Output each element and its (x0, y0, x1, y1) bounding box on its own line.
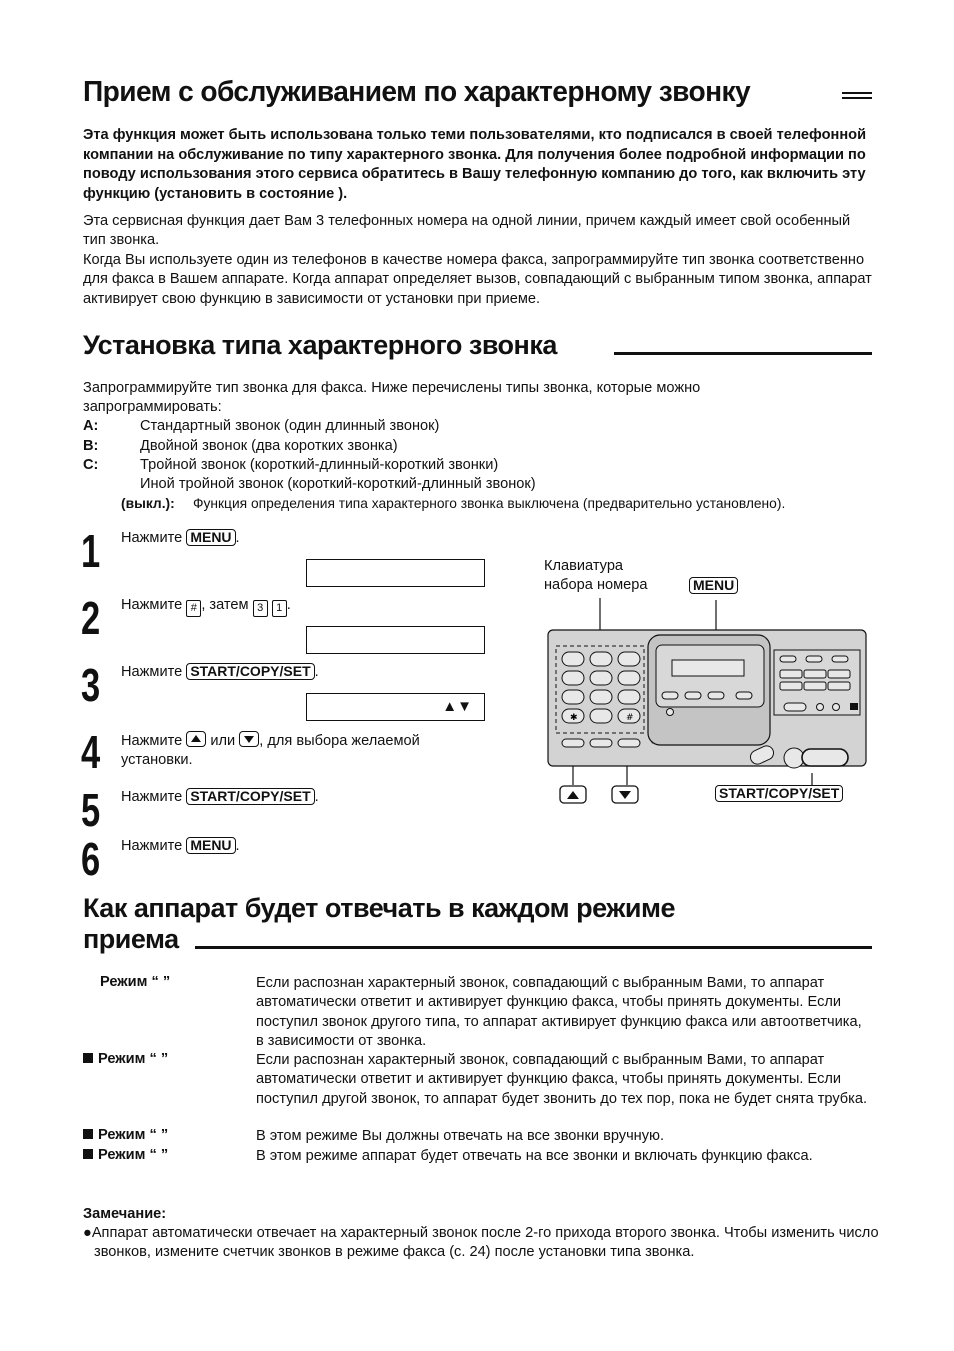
step-2-mid: , затем (201, 597, 249, 613)
section3-rule (195, 946, 872, 949)
step-1-post: . (235, 530, 240, 546)
type-c-label: C: (83, 457, 99, 473)
step-2-post: . (286, 597, 291, 613)
step-2-pre: Нажмите (121, 597, 183, 613)
step-3-pre: Нажмите (121, 664, 183, 680)
mode-2-label-text: Режим “ ” (98, 1051, 169, 1067)
mode-3-label-text: Режим “ ” (98, 1127, 169, 1143)
lcd-arrows: ▲▼ (442, 698, 472, 715)
up-arrow-icon (186, 731, 206, 747)
section2-rule (614, 352, 872, 355)
type-a-text: Стандартный звонок (один длинный звонок) (140, 418, 440, 434)
keypad-label-line2: набора номера (544, 577, 648, 593)
step-4-text (121, 731, 491, 770)
lcd-display-3 (306, 693, 485, 721)
section2-intro: Запрограммируйте тип звонка для факса. Ниже перечислены типы звонка, которые можно запрограммировать: (83, 380, 701, 416)
step-1-text (121, 529, 240, 548)
mode-1-label: Режим “ ” (100, 974, 171, 990)
type-b-text: Двойной звонок (два коротких звонка) (140, 438, 398, 454)
section1-para2: Когда Вы используете один из телефонов в качестве номера факса, запрограммируйте тип звонка соответственно для факса в Вашем аппарате. Когда аппарат определяет вызов, совпадающий с выбранным типом звонка, аппарат активирует свою функцию в зависимости от установки при приеме. (83, 252, 872, 307)
mode-3-label (83, 1127, 168, 1143)
step-3-post: . (314, 664, 319, 680)
mode-4-text: В этом режиме аппарат будет отвечать на все звонки и включать функцию факса. (256, 1148, 813, 1164)
bullet-square-icon (83, 1149, 93, 1159)
type-c-text: Тройной звонок (короткий-длинный-короткий звонки) (140, 457, 499, 473)
mode-4-label (83, 1147, 168, 1163)
section3-title-line1: Как аппарат будет отвечать в каждом режиме (83, 893, 675, 923)
section3-title-line2: приема (83, 924, 179, 954)
type-a-label: A: (83, 418, 99, 434)
mode-1-text: Если распознан характерный звонок, совпадающий с выбранным Вами, то аппарат автоматически ответит и активирует функцию факса, чтобы принять документы. Если поступил звонок другого типа, то аппарат активирует функцию факса или автоответчика, в зависимости от звонка. (256, 975, 862, 1050)
hash-key-icon: # (626, 713, 634, 723)
mode-2-text: Если распознан характерный звонок, совпадающий с выбранным Вами, то аппарат автоматически ответит и активирует функцию факса, чтобы принять документы. Если поступил другой звонок, то аппарат будет звонить до тех пор, пока не будет снята трубка. (256, 1052, 868, 1107)
lcd-display-2 (306, 626, 485, 654)
star-key-icon: ✱ (570, 713, 578, 723)
type-c2-text: Иной тройной звонок (короткий-короткий-длинный звонок) (140, 476, 536, 492)
step-1-number: 1 (81, 525, 101, 577)
step-2-number: 2 (81, 592, 101, 644)
section2-title: Установка типа характерного звонка (83, 330, 557, 360)
step-6-pre: Нажмите (121, 838, 183, 854)
type-off-label: (выкл.): (121, 496, 175, 511)
title-double-rule (842, 92, 872, 99)
step-6-text (121, 837, 240, 856)
type-b-label: B: (83, 438, 99, 454)
mode-3-text: В этом режиме Вы должны отвечать на все звонки вручную. (256, 1128, 665, 1144)
step-3-number: 3 (81, 659, 101, 711)
device-start-key-label: START/COPY/SET (715, 785, 843, 802)
step-2-text (121, 596, 291, 617)
key-3: 3 (253, 600, 268, 617)
keypad-label-line1: Клавиатура (544, 558, 624, 574)
key-1: 1 (272, 600, 287, 617)
mode-4-label-text: Режим “ ” (98, 1147, 169, 1163)
note-title: Замечание: (83, 1206, 167, 1222)
menu-key: MENU (186, 837, 235, 854)
section1-title: Прием с обслуживанием по характерному звонку (83, 76, 751, 108)
step-4-number: 4 (81, 726, 101, 778)
section1-para1: Эта сервисная функция дает Вам 3 телефонных номера на одной линии, причем каждый имеет свой особенный тип звонка. (83, 213, 851, 249)
lcd-display-1 (306, 559, 485, 587)
down-arrow-icon (239, 731, 259, 747)
note-text: ●Аппарат автоматически отвечает на характерный звонок после 2-го прихода второго звонка. Чтобы изменить число звонков, измените счетчик звонков в режиме факса (с. 24) после установки типа звонка. (83, 1225, 879, 1261)
device-menu-key-label: MENU (689, 577, 738, 594)
step-4-post: , для выбора желаемой (259, 733, 420, 749)
step-5-number: 5 (81, 784, 101, 836)
mode-2-label (83, 1051, 168, 1067)
start-copy-set-key: START/COPY/SET (186, 663, 314, 680)
step-4-mid: или (210, 733, 236, 749)
bullet-square-icon (83, 1053, 93, 1063)
menu-key: MENU (186, 529, 235, 546)
step-1-pre: Нажмите (121, 530, 183, 546)
step-3-text (121, 663, 319, 682)
type-off-text: Функция определения типа характерного звонка выключена (предварительно установлено). (193, 496, 786, 511)
bullet-square-icon (83, 1129, 93, 1139)
start-copy-set-key: START/COPY/SET (186, 788, 314, 805)
step-4-line2: установки. (121, 752, 193, 768)
step-6-number: 6 (81, 833, 101, 885)
step-5-pre: Нажмите (121, 789, 183, 805)
section1-intro-bold: Эта функция может быть использована только теми пользователями, кто подписался в своей телефонной компании на обслуживание по типу характерного звонка. Для получения более подробной информации по поводу использования этого сервиса обратитесь в Вашу телефонную компанию до того, как включить эту функцию (установить в состояние ). (83, 127, 867, 202)
fax-device-illustration (540, 590, 875, 810)
step-6-post: . (235, 838, 240, 854)
step-5-post: . (314, 789, 319, 805)
step-4-pre: Нажмите (121, 733, 183, 749)
hash-key: # (186, 600, 201, 617)
step-5-text (121, 788, 319, 807)
